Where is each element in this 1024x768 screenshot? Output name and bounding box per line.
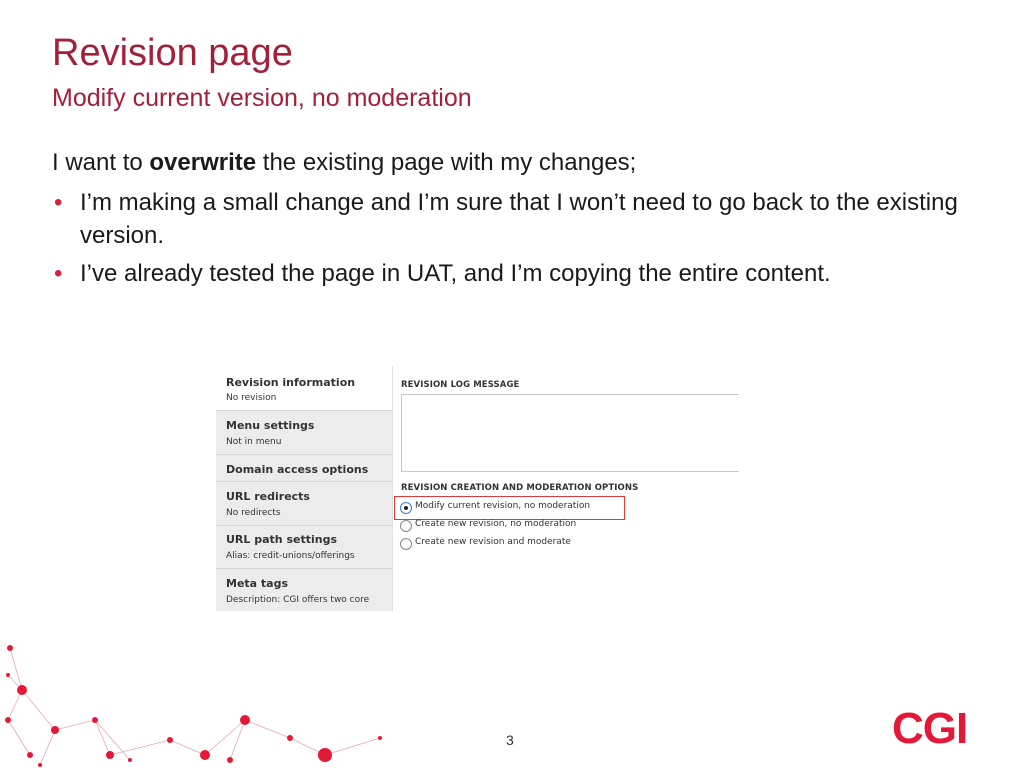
tab-title: Domain access options	[226, 463, 369, 476]
bullet-text: I’m making a small change and I’m sure that I won’t need to go back to the existing version.	[80, 188, 958, 250]
tab-title: Meta tags	[226, 577, 289, 590]
moderation-options-label: REVISION CREATION AND MODERATION OPTIONS	[401, 483, 639, 493]
intro-emphasis: overwrite	[149, 149, 257, 176]
tab-summary: Description: CGI offers two core	[226, 595, 370, 605]
radio-icon[interactable]	[400, 520, 412, 532]
intro-text-before: I want to	[52, 149, 143, 176]
tab-summary: Alias: credit-unions/offerings	[226, 551, 355, 561]
tab-url-redirects[interactable]	[216, 482, 392, 526]
tab-meta-tags[interactable]	[216, 569, 392, 611]
tab-title: Revision information	[226, 376, 356, 389]
tab-url-path-settings[interactable]	[216, 526, 392, 569]
tab-summary: Not in menu	[226, 437, 282, 447]
radio-icon[interactable]	[400, 538, 412, 550]
tab-menu-settings[interactable]	[216, 411, 392, 455]
network-decoration-icon	[0, 620, 420, 768]
slide-subtitle: Modify current version, no moderation	[52, 84, 472, 112]
tab-revision-information[interactable]	[216, 366, 392, 411]
tab-summary: No revision	[226, 393, 277, 403]
option-label: Create new revision, no moderation	[415, 519, 577, 529]
tab-title: Menu settings	[226, 419, 315, 432]
slide-body	[52, 146, 992, 294]
tab-summary: No redirects	[226, 508, 281, 518]
revision-log-label: REVISION LOG MESSAGE	[401, 380, 520, 390]
intro-line	[52, 146, 992, 180]
option-label: Modify current revision, no moderation	[415, 501, 591, 511]
bullet-item	[52, 186, 992, 253]
bullet-list	[52, 186, 992, 291]
tab-title: URL redirects	[226, 490, 310, 503]
option-label: Create new revision and moderate	[415, 537, 571, 547]
bullet-dot-icon: •	[54, 259, 63, 287]
cgi-logo: CGI	[892, 704, 968, 753]
revision-settings-screenshot	[216, 366, 738, 611]
revision-log-textarea[interactable]	[401, 394, 739, 472]
slide-title: Revision page	[52, 32, 293, 74]
intro-text-after: the existing page with my changes;	[262, 149, 637, 176]
tab-domain-access-options[interactable]	[216, 455, 392, 482]
bullet-dot-icon: •	[54, 188, 63, 216]
radio-selected-icon[interactable]	[400, 502, 412, 514]
vertical-tabs	[216, 366, 392, 611]
page-number: 3	[506, 732, 514, 748]
bullet-text: I’ve already tested the page in UAT, and I’m copying the entire content.	[80, 259, 831, 287]
tab-title: URL path settings	[226, 533, 338, 546]
tabs-divider	[392, 366, 393, 611]
bullet-item	[52, 257, 992, 291]
